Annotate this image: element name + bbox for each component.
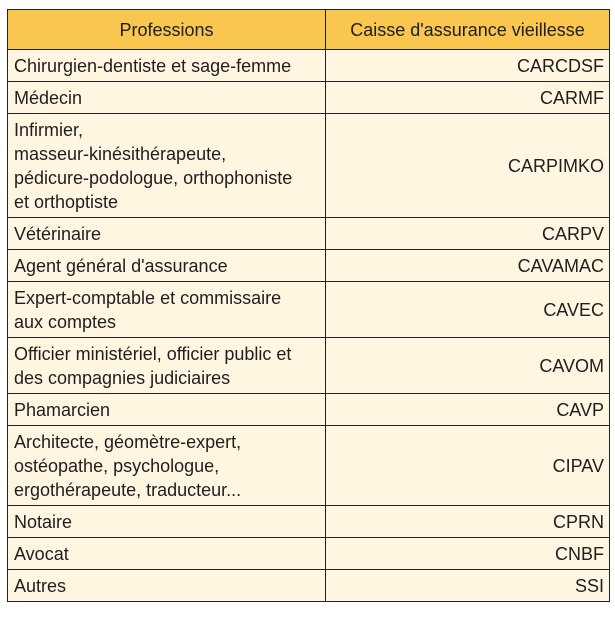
caisse-cell: CIPAV <box>326 426 610 506</box>
caisse-cell: CNBF <box>326 538 610 570</box>
table-row <box>8 50 610 82</box>
profession-cell: Autres <box>8 570 326 602</box>
header-caisse: Caisse d'assurance vieillesse <box>326 10 610 50</box>
caisse-cell: CARCDSF <box>326 50 610 82</box>
table-row <box>8 250 610 282</box>
caisse-cell: CPRN <box>326 506 610 538</box>
caisse-cell: CAVEC <box>326 282 610 338</box>
caisse-cell: CARPIMKO <box>326 114 610 218</box>
caisse-cell: CAVOM <box>326 338 610 394</box>
caisse-cell: CARMF <box>326 82 610 114</box>
table-header-row <box>8 10 610 50</box>
table-row <box>8 338 610 394</box>
table-row <box>8 114 610 218</box>
profession-cell: Agent général d'assurance <box>8 250 326 282</box>
profession-cell: Chirurgien-dentiste et sage-femme <box>8 50 326 82</box>
profession-cell: Expert-comptable et commissaire aux comptes <box>8 282 326 338</box>
table-row <box>8 282 610 338</box>
professions-table <box>7 9 610 602</box>
table-row <box>8 570 610 602</box>
table-body <box>8 50 610 602</box>
caisse-cell: CAVAMAC <box>326 250 610 282</box>
table-row <box>8 538 610 570</box>
profession-cell: Architecte, géomètre-expert, ostéopathe, psychologue, ergothérapeute, traducteur... <box>8 426 326 506</box>
profession-cell: Infirmier, masseur-kinésithérapeute, pédicure-podologue, orthophoniste et orthoptiste <box>8 114 326 218</box>
caisse-cell: SSI <box>326 570 610 602</box>
header-professions: Professions <box>8 10 326 50</box>
profession-cell: Avocat <box>8 538 326 570</box>
table-row <box>8 82 610 114</box>
caisse-cell: CAVP <box>326 394 610 426</box>
table-row <box>8 394 610 426</box>
table-row <box>8 426 610 506</box>
profession-cell: Notaire <box>8 506 326 538</box>
profession-cell: Vétérinaire <box>8 218 326 250</box>
table-row <box>8 218 610 250</box>
caisse-cell: CARPV <box>326 218 610 250</box>
profession-cell: Officier ministériel, officier public et des compagnies judiciaires <box>8 338 326 394</box>
profession-cell: Phamarcien <box>8 394 326 426</box>
table-row <box>8 506 610 538</box>
profession-cell: Médecin <box>8 82 326 114</box>
